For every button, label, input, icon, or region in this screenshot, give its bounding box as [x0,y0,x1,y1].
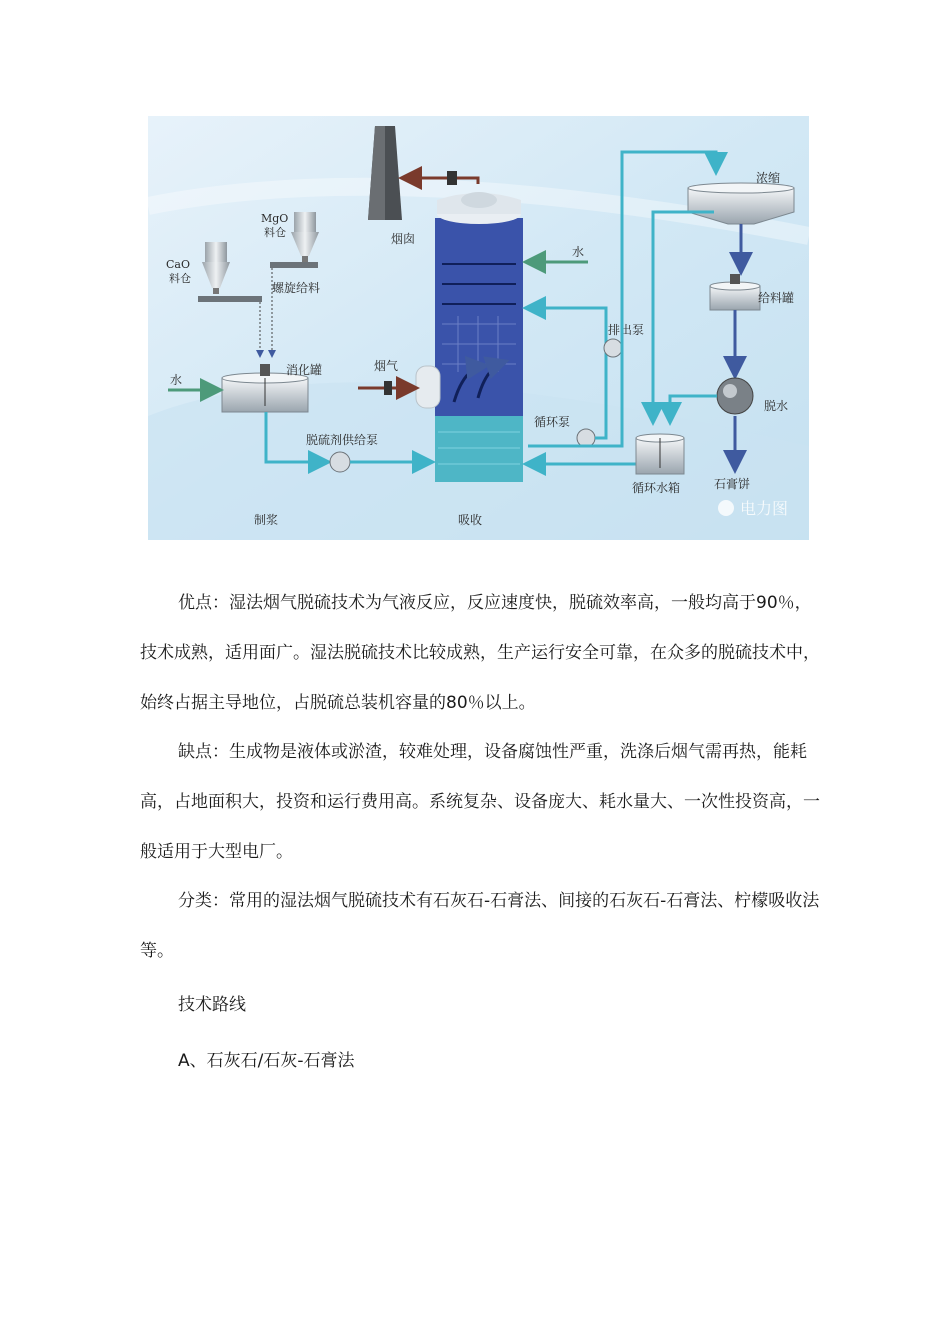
slurry-prep-label: 制浆 [254,513,279,527]
absorb-label: 吸收 [458,513,483,527]
dewater-label: 脱水 [764,399,789,413]
circ-tank-label: 循环水箱 [632,481,681,495]
discharge-pump [604,339,622,357]
wechat-icon [718,500,734,516]
chimney-damper [447,171,457,185]
dewater-drum [717,378,753,414]
chimney-label: 烟囱 [391,232,416,246]
mgo-screw-feeder [270,262,318,268]
watermark: 电力图 [740,499,789,518]
disadvantages-paragraph: 缺点：生成物是液体或淤渣，较难处理，设备腐蚀性严重，洗涤后烟气需再热，能耗高，占地面积大，投资和运行费用高。系统复杂、设备庞大、耗水量大、一次性投资高，一般适用于大型电厂。 [140,742,820,862]
advantages-paragraph: 优点：湿法烟气脱硫技术为气液反应，反应速度快，脱硫效率高，一般均高于90％，技术成熟，适用面广。湿法脱硫技术比较成熟，生产运行安全可靠，在众多的脱硫技术中，始终占据主导地位，占脱硫总装机容量的80％以上。 [140,593,820,713]
flue-gas-inlet [416,366,440,408]
feed-tank-label: 给料罐 [758,291,795,305]
desulf-pump-label: 脱硫剂供给泵 [306,433,379,447]
cao-screw-feeder [198,296,262,302]
discharge-pump-label: 排出泵 [608,323,645,337]
circ-pump-label: 循环泵 [534,415,571,429]
circ-pump [577,429,595,447]
section-heading: 技术路线 [178,995,246,1015]
subsection-heading: A、石灰石/石灰-石膏法 [178,1051,355,1071]
thickener-label: 浓缩 [756,171,781,185]
mgo-bin-label: MgO 料仓 [261,212,289,239]
cao-bin-label: CaO 料仓 [166,258,191,285]
slaker-label: 消化罐 [286,363,323,377]
classification-paragraph: 分类：常用的湿法烟气脱硫技术有石灰石-石膏法、间接的石灰石-石膏法、柠檬吸收法等。 [140,891,820,961]
absorber-tower [435,192,523,482]
water-left-label: 水 [170,373,183,387]
desulfurization-process-diagram [148,116,809,540]
gypsum-cake-label: 石膏饼 [714,477,751,491]
circ-water-tank [636,434,684,474]
flue-gas-label: 烟气 [374,359,399,373]
desulf-pump [330,452,350,472]
screw-feed-label: 螺旋给料 [272,281,321,295]
water-tower-label: 水 [572,245,585,259]
